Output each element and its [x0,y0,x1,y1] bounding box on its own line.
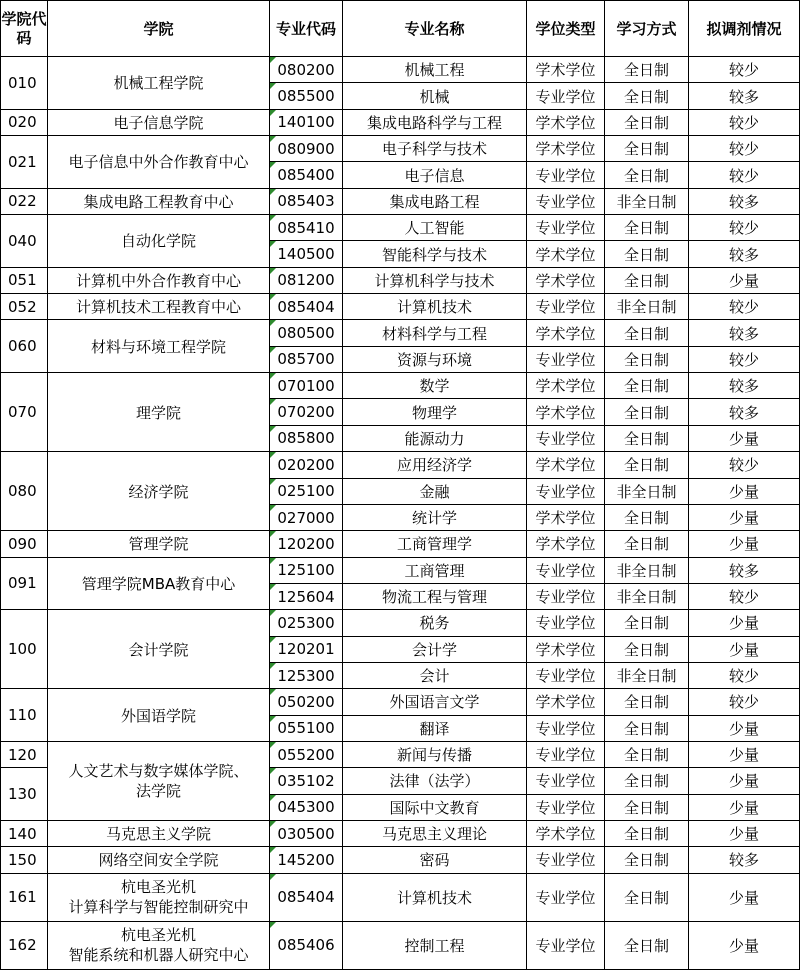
major-name-cell: 税务 [343,610,527,636]
major-code-cell: 085700 [270,346,343,372]
major-name-cell: 金融 [343,478,527,504]
adjustment-status-cell: 较多 [689,83,800,109]
study-mode-cell: 全日制 [605,320,689,346]
major-code-cell: 080200 [270,57,343,83]
adjustment-status-cell: 少量 [689,267,800,293]
degree-type-cell: 学术学位 [527,267,605,293]
major-name-cell: 物理学 [343,399,527,425]
major-name-cell: 工商管理学 [343,531,527,557]
degree-type-cell: 专业学位 [527,346,605,372]
study-mode-cell: 全日制 [605,921,689,969]
adjustment-status-cell: 较多 [689,188,800,214]
major-code-cell: 085410 [270,215,343,241]
college-code-cell: 070 [1,373,48,452]
major-code-cell: 085404 [270,873,343,921]
study-mode-cell: 全日制 [605,373,689,399]
study-mode-cell: 非全日制 [605,557,689,583]
college-code-cell: 040 [1,215,48,268]
study-mode-cell: 全日制 [605,741,689,767]
major-code-cell: 070200 [270,399,343,425]
table-row [1,267,800,293]
degree-type-cell: 专业学位 [527,294,605,320]
degree-type-cell: 专业学位 [527,215,605,241]
adjustment-status-cell: 少量 [689,741,800,767]
college-name-cell: 管理学院MBA教育中心 [48,557,270,610]
major-name-cell: 数学 [343,373,527,399]
major-code-cell: 080500 [270,320,343,346]
adjustment-status-cell: 较多 [689,241,800,267]
major-code-cell: 140100 [270,109,343,135]
major-name-cell: 计算机科学与技术 [343,267,527,293]
major-name-cell: 工商管理 [343,557,527,583]
study-mode-cell: 全日制 [605,504,689,530]
college-code-cell: 161 [1,873,48,921]
study-mode-cell: 全日制 [605,162,689,188]
major-code-cell: 030500 [270,820,343,846]
header-degree-type: 学位类型 [527,1,605,57]
college-name-line: 杭电圣光机 [120,926,196,945]
college-name-cell: 材料与环境工程学院 [48,320,270,373]
degree-type-cell: 专业学位 [527,715,605,741]
college-name-line: 计算科学与智能控制研究中 [68,898,249,917]
major-code-cell: 085500 [270,83,343,109]
study-mode-cell: 全日制 [605,636,689,662]
college-code-cell: 090 [1,531,48,557]
adjustment-status-cell: 较少 [689,689,800,715]
study-mode-cell: 全日制 [605,346,689,372]
adjustment-status-cell: 少量 [689,794,800,820]
major-name-cell: 电子信息 [343,162,527,188]
adjustment-status-cell: 较少 [689,662,800,688]
degree-type-cell: 专业学位 [527,847,605,873]
table-row [1,294,800,320]
major-code-cell: 035102 [270,768,343,794]
college-code-cell: 130 [1,768,48,821]
degree-type-cell: 专业学位 [527,741,605,767]
major-name-cell: 国际中文教育 [343,794,527,820]
table-row [1,847,800,873]
college-name-cell: 计算机中外合作教育中心 [48,267,270,293]
table-row [1,452,800,478]
table-row [1,57,800,83]
college-name-line: 人文艺术与数字媒体学院、 [68,761,249,780]
degree-type-cell: 专业学位 [527,162,605,188]
degree-type-cell: 学术学位 [527,820,605,846]
college-name-cell [48,873,270,921]
degree-type-cell: 学术学位 [527,689,605,715]
table-row [1,215,800,241]
study-mode-cell: 全日制 [605,215,689,241]
degree-type-cell: 专业学位 [527,83,605,109]
college-code-cell: 091 [1,557,48,610]
adjustment-status-cell: 较少 [689,294,800,320]
table-row [1,188,800,214]
major-code-cell: 025100 [270,478,343,504]
college-code-cell: 022 [1,188,48,214]
college-name-cell: 机械工程学院 [48,57,270,110]
degree-type-cell: 专业学位 [527,768,605,794]
major-name-cell: 新闻与传播 [343,741,527,767]
degree-type-cell: 学术学位 [527,531,605,557]
adjustment-status-cell: 少量 [689,715,800,741]
header-adjustment-status: 拟调剂情况 [689,1,800,57]
college-name-cell: 自动化学院 [48,215,270,268]
study-mode-cell: 全日制 [605,57,689,83]
major-name-cell: 计算机技术 [343,873,527,921]
college-code-cell: 080 [1,452,48,531]
degree-type-cell: 学术学位 [527,320,605,346]
header-college: 学院 [48,1,270,57]
major-name-cell: 法律（法学） [343,768,527,794]
college-code-cell: 021 [1,136,48,189]
degree-type-cell: 学术学位 [527,399,605,425]
college-name-line: 智能系统和机器人研究中心 [68,946,249,965]
study-mode-cell: 全日制 [605,452,689,478]
college-code-cell: 020 [1,109,48,135]
degree-type-cell: 学术学位 [527,136,605,162]
college-code-cell: 120 [1,741,48,767]
study-mode-cell: 全日制 [605,136,689,162]
major-code-cell: 025300 [270,610,343,636]
major-code-cell: 055100 [270,715,343,741]
table-row [1,820,800,846]
major-name-cell: 集成电路科学与工程 [343,109,527,135]
major-name-cell: 马克思主义理论 [343,820,527,846]
adjustment-status-cell: 较少 [689,57,800,83]
table-row [1,873,800,921]
degree-type-cell: 学术学位 [527,452,605,478]
degree-type-cell: 专业学位 [527,188,605,214]
study-mode-cell: 全日制 [605,425,689,451]
adjustment-status-cell: 较少 [689,583,800,609]
major-name-cell: 外国语言文学 [343,689,527,715]
study-mode-cell: 全日制 [605,109,689,135]
study-mode-cell: 全日制 [605,768,689,794]
degree-type-cell: 学术学位 [527,109,605,135]
major-code-cell: 081200 [270,267,343,293]
degree-type-cell: 专业学位 [527,557,605,583]
major-code-cell: 080900 [270,136,343,162]
adjustment-status-cell: 较多 [689,373,800,399]
table-row [1,557,800,583]
major-code-cell: 125100 [270,557,343,583]
major-name-cell: 智能科学与技术 [343,241,527,267]
adjustment-status-cell: 少量 [689,768,800,794]
college-name-cell [48,921,270,969]
major-name-cell: 资源与环境 [343,346,527,372]
study-mode-cell: 全日制 [605,715,689,741]
study-mode-cell: 全日制 [605,847,689,873]
major-code-cell: 027000 [270,504,343,530]
study-mode-cell: 非全日制 [605,478,689,504]
major-code-cell: 120200 [270,531,343,557]
table-row [1,531,800,557]
major-name-cell: 会计 [343,662,527,688]
adjustment-status-cell: 少量 [689,921,800,969]
degree-type-cell: 专业学位 [527,921,605,969]
major-code-cell: 140500 [270,241,343,267]
major-name-cell: 机械工程 [343,57,527,83]
major-code-cell: 055200 [270,741,343,767]
college-code-cell: 052 [1,294,48,320]
college-code-cell: 150 [1,847,48,873]
major-code-cell: 120201 [270,636,343,662]
table-row [1,741,800,767]
college-code-cell: 140 [1,820,48,846]
adjustment-status-cell: 较少 [689,162,800,188]
header-major-code: 专业代码 [270,1,343,57]
college-name-cell: 会计学院 [48,610,270,689]
major-code-cell: 045300 [270,794,343,820]
college-name-cell [48,741,270,820]
college-code-cell: 060 [1,320,48,373]
college-name-cell: 经济学院 [48,452,270,531]
table-row [1,610,800,636]
degree-type-cell: 学术学位 [527,636,605,662]
header-row [1,1,800,57]
college-name-line: 杭电圣光机 [120,878,196,897]
college-name-cell: 马克思主义学院 [48,820,270,846]
table-row [1,921,800,969]
degree-type-cell: 专业学位 [527,662,605,688]
adjustment-status-cell: 较少 [689,109,800,135]
degree-type-cell: 专业学位 [527,478,605,504]
college-name-line: 法学院 [135,781,181,800]
major-name-cell: 计算机技术 [343,294,527,320]
adjustment-status-cell: 少量 [689,531,800,557]
major-name-cell: 统计学 [343,504,527,530]
major-name-cell: 机械 [343,83,527,109]
major-code-cell: 125300 [270,662,343,688]
major-code-cell: 070100 [270,373,343,399]
college-name-cell: 电子信息中外合作教育中心 [48,136,270,189]
degree-type-cell: 专业学位 [527,425,605,451]
degree-type-cell: 学术学位 [527,57,605,83]
study-mode-cell: 非全日制 [605,583,689,609]
major-code-cell: 050200 [270,689,343,715]
table-row [1,689,800,715]
study-mode-cell: 全日制 [605,267,689,293]
adjustment-status-cell: 较少 [689,136,800,162]
college-code-cell: 110 [1,689,48,742]
study-mode-cell: 全日制 [605,794,689,820]
college-name-cell: 网络空间安全学院 [48,847,270,873]
degree-type-cell: 专业学位 [527,583,605,609]
college-name-cell: 电子信息学院 [48,109,270,135]
major-code-cell: 125604 [270,583,343,609]
study-mode-cell: 全日制 [605,531,689,557]
degree-type-cell: 学术学位 [527,373,605,399]
table-row [1,109,800,135]
major-code-cell: 085404 [270,294,343,320]
study-mode-cell: 全日制 [605,689,689,715]
degree-type-cell: 专业学位 [527,794,605,820]
college-code-cell: 100 [1,610,48,689]
study-mode-cell: 非全日制 [605,188,689,214]
major-name-cell: 物流工程与管理 [343,583,527,609]
study-mode-cell: 全日制 [605,399,689,425]
header-study-mode: 学习方式 [605,1,689,57]
study-mode-cell: 全日制 [605,873,689,921]
study-mode-cell: 非全日制 [605,662,689,688]
major-name-cell: 电子科学与技术 [343,136,527,162]
adjustment-status-cell: 较多 [689,557,800,583]
college-name-cell: 管理学院 [48,531,270,557]
adjustment-status-cell: 少量 [689,425,800,451]
major-name-cell: 会计学 [343,636,527,662]
adjustment-status-cell: 较少 [689,452,800,478]
college-name-cell: 计算机技术工程教育中心 [48,294,270,320]
study-mode-cell: 全日制 [605,610,689,636]
header-college-code: 学院代码 [1,1,48,57]
adjustment-status-cell: 较少 [689,346,800,372]
adjustment-status-cell: 少量 [689,504,800,530]
major-name-cell: 翻译 [343,715,527,741]
table-row [1,320,800,346]
major-name-cell: 集成电路工程 [343,188,527,214]
study-mode-cell: 全日制 [605,820,689,846]
adjustment-status-cell: 少量 [689,478,800,504]
adjustment-status-cell: 少量 [689,820,800,846]
adjustment-status-cell: 少量 [689,636,800,662]
adjustment-status-cell: 较多 [689,847,800,873]
college-name-cell: 理学院 [48,373,270,452]
adjustment-status-cell: 较少 [689,215,800,241]
major-code-cell: 085403 [270,188,343,214]
college-code-cell: 051 [1,267,48,293]
table-row [1,373,800,399]
college-name-cell: 集成电路工程教育中心 [48,188,270,214]
major-name-cell: 应用经济学 [343,452,527,478]
college-code-cell: 162 [1,921,48,969]
major-code-cell: 020200 [270,452,343,478]
degree-type-cell: 学术学位 [527,504,605,530]
study-mode-cell: 非全日制 [605,294,689,320]
degree-type-cell: 专业学位 [527,610,605,636]
adjustment-status-cell: 较多 [689,320,800,346]
table-body [1,57,800,970]
adjustment-status-cell: 较多 [689,399,800,425]
major-name-cell: 控制工程 [343,921,527,969]
study-mode-cell: 全日制 [605,83,689,109]
major-code-cell: 145200 [270,847,343,873]
adjustment-status-cell: 少量 [689,873,800,921]
header-major-name: 专业名称 [343,1,527,57]
college-name-cell: 外国语学院 [48,689,270,742]
major-name-cell: 人工智能 [343,215,527,241]
major-name-cell: 材料科学与工程 [343,320,527,346]
table-row [1,136,800,162]
degree-type-cell: 学术学位 [527,241,605,267]
college-code-cell: 010 [1,57,48,110]
major-code-cell: 085800 [270,425,343,451]
major-name-cell: 密码 [343,847,527,873]
study-mode-cell: 全日制 [605,241,689,267]
major-code-cell: 085406 [270,921,343,969]
major-name-cell: 能源动力 [343,425,527,451]
degree-type-cell: 专业学位 [527,873,605,921]
adjustment-status-cell: 少量 [689,610,800,636]
major-code-cell: 085400 [270,162,343,188]
